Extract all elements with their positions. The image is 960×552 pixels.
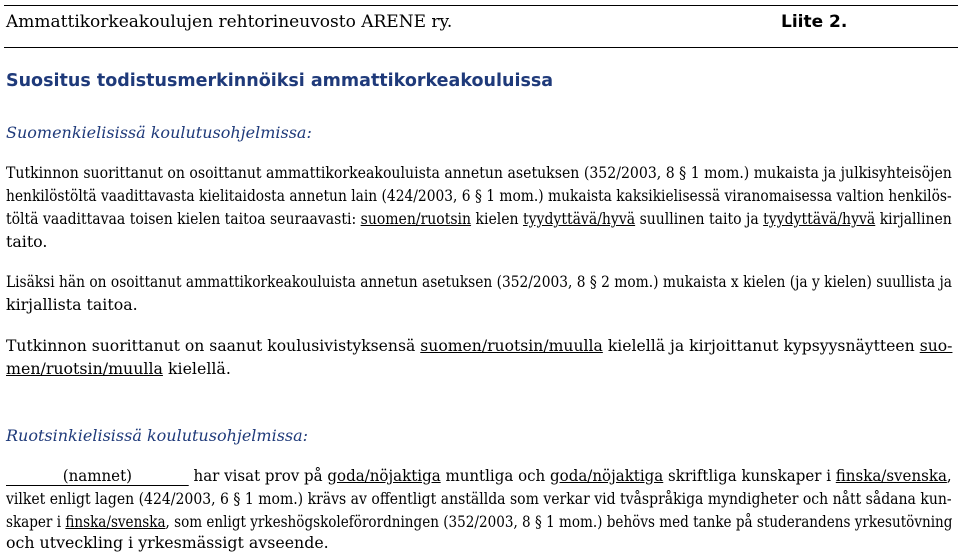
swedish-section-heading: Ruotsinkielisissä koulutusohjelmissa: <box>6 426 309 445</box>
name-blank-field: (namnet) <box>6 466 189 486</box>
text-segment: skriftliga kunskaper i <box>663 466 836 485</box>
level-choice: tyydyttävä/hyvä <box>763 209 876 228</box>
text-line: kirjallista taitoa. <box>6 295 138 314</box>
text-line: Lisäksi hän on osoittanut ammattikorkeakouluista annetun asetuksen (352/2003, 8 § 2 mom.) mukaista x kielen (ja y kielen) suullista ja <box>6 272 952 291</box>
text-segment: Tutkinnon suorittanut on saanut koulusivistyksensä <box>6 336 421 355</box>
header-divider <box>4 47 958 48</box>
text-line: Tutkinnon suorittanut on osoittanut ammattikorkeakouluista annetun asetuksen (352/2003, 8 § 1 mom.) mukaista ja julkisyhteisöjen <box>6 163 952 182</box>
text-segment: muntliga och <box>440 466 551 485</box>
text-line <box>6 359 231 378</box>
text-line <box>6 209 952 228</box>
level-choice: tyydyttävä/hyvä <box>522 209 636 228</box>
text-segment: kielellä. <box>162 359 231 378</box>
text-segment: kielellä ja kirjoittanut kypsyysnäytteen <box>602 336 920 355</box>
text-line <box>6 512 952 531</box>
header-organization: Ammattikorkeakoulujen rehtorineuvosto ARENE ry. <box>6 12 453 32</box>
header-attachment-label: Liite 2. <box>781 12 848 32</box>
text-line <box>6 336 952 355</box>
language-choice: finska/svenska <box>65 512 166 531</box>
level-choice: goda/nöjaktiga <box>550 466 664 485</box>
text-line: vilket enligt lagen (424/2003, 6 § 1 mom.) krävs av offentligt anställda som verkar vid tvåspråkiga myndigheter och nått sådana kun- <box>6 489 952 508</box>
text-segment: har visat prov på <box>188 466 328 485</box>
text-segment: suullinen taito ja <box>635 209 764 228</box>
page-title: Suositus todistusmerkinnöiksi ammattikorkeakouluissa <box>6 71 554 91</box>
language-choice: suomen/ruotsin <box>360 209 472 228</box>
top-divider <box>4 5 958 6</box>
text-segment: skaper i <box>6 512 66 531</box>
level-choice: goda/nöjaktiga <box>327 466 441 485</box>
text-line: henkilöstöltä vaadittavasta kielitaidosta annetun lain (424/2003, 6 § 1 mom.) mukaista kaksikielisessä viranomaisessa valtion henkilös- <box>6 186 952 205</box>
language-choice: finska/svenska <box>835 466 947 485</box>
text-segment: kielen <box>471 209 523 228</box>
text-segment: kirjallinen <box>875 209 952 228</box>
text-line: taito. <box>6 232 48 251</box>
language-choice: suomen/ruotsin/muulla <box>420 336 603 355</box>
language-choice: men/ruotsin/muulla <box>6 359 163 378</box>
language-choice: suo- <box>919 336 953 355</box>
text-segment: , som enligt yrkeshögskoleförordningen (352/2003, 8 § 1 mom.) behövs med tanke på studerandens yrkesutövning <box>165 512 953 531</box>
text-line: och utveckling i yrkesmässigt avseende. <box>6 533 329 552</box>
text-line <box>6 466 952 486</box>
finnish-section-heading: Suomenkielisissä koulutusohjelmissa: <box>6 123 312 142</box>
text-segment: , <box>946 466 952 485</box>
text-segment: töltä vaadittavaa toisen kielen taitoa seuraavasti: <box>6 209 361 228</box>
